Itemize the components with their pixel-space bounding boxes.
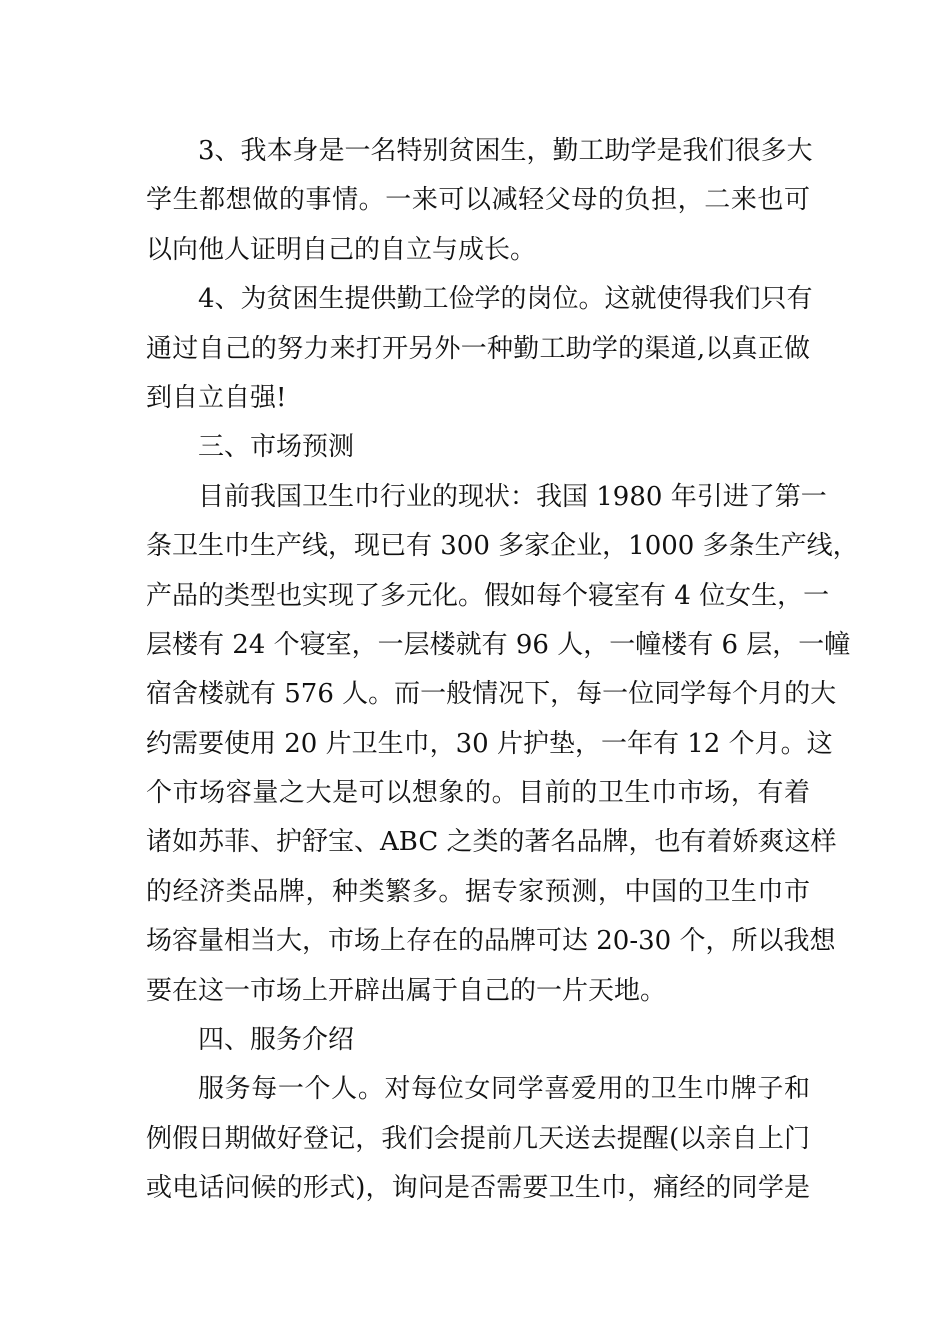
text-line: 产品的类型也实现了多元化。假如每个寝室有 4 位女生，一	[146, 580, 830, 611]
text-line: 条卫生巾生产线，现已有 300 多家企业，1000 多条生产线，	[146, 531, 859, 562]
text-line: 要在这一市场上开辟出属于自己的一片天地。	[146, 975, 667, 1006]
text-line: 目前我国卫生巾行业的现状：我国 1980 年引进了第一	[198, 481, 827, 512]
text-line: 层楼有 24 个寝室，一层楼就有 96 人，一幢楼有 6 层，一幢	[146, 629, 851, 660]
text-line: 例假日期做好登记，我们会提前几天送去提醒(以亲自上门	[146, 1123, 810, 1154]
text-line: 或电话问候的形式)，询问是否需要卫生巾，痛经的同学是	[146, 1173, 810, 1204]
text-line: 通过自己的努力来打开另外一种勤工助学的渠道,以真正做	[146, 333, 810, 364]
text-line: 到自立自强!	[146, 382, 287, 413]
text-line: 约需要使用 20 片卫生巾，30 片护垫，一年有 12 个月。这	[146, 728, 833, 759]
text-line: 个市场容量之大是可以想象的。目前的卫生巾市场，有着	[146, 778, 810, 809]
section-heading: 三、市场预测	[198, 432, 355, 463]
document-body	[146, 127, 859, 1214]
text-line: 以向他人证明自己的自立与成长。	[146, 234, 537, 265]
text-line: 服务每一个人。对每位女同学喜爱用的卫生巾牌子和	[198, 1074, 810, 1105]
text-line: 学生都想做的事情。一来可以减轻父母的负担，二来也可	[146, 185, 810, 216]
text-line: 4、为贫困生提供勤工俭学的岗位。这就使得我们只有	[198, 284, 813, 315]
text-line: 场容量相当大，市场上存在的品牌可达 20-30 个，所以我想	[146, 926, 836, 957]
text-line: 的经济类品牌，种类繁多。据专家预测，中国的卫生巾市	[146, 876, 810, 907]
text-line: 宿舍楼就有 576 人。而一般情况下，每一位同学每个月的大	[146, 679, 837, 710]
text-line: 诸如苏菲、护舒宝、ABC 之类的著名品牌，也有着娇爽这样	[146, 827, 837, 858]
section-heading: 四、服务介绍	[198, 1025, 355, 1056]
text-line: 3、我本身是一名特别贫困生，勤工助学是我们很多大	[198, 136, 813, 166]
